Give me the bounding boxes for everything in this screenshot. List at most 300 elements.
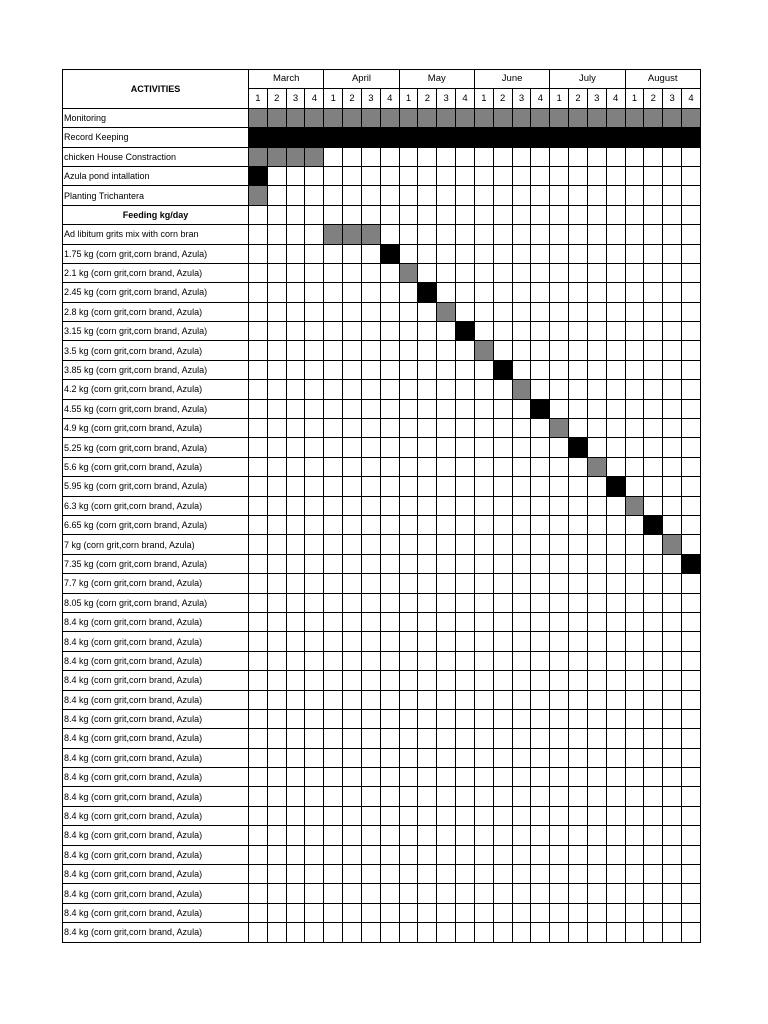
week-cell [474,166,493,185]
week-cell [286,535,305,554]
week-cell [324,574,343,593]
week-cell [456,612,475,631]
month-header-august: August [625,70,700,89]
week-cell [399,457,418,476]
scheduled-cell [456,108,475,127]
week-cell [569,399,588,418]
week-cell [361,419,380,438]
week-cell [474,612,493,631]
week-cell [569,923,588,942]
week-cell [474,225,493,244]
week-cell [512,612,531,631]
week-cell [267,496,286,515]
activity-row [63,865,701,884]
week-cell [474,787,493,806]
activity-row [63,632,701,651]
week-cell [682,244,701,263]
week-cell [399,419,418,438]
week-cell [474,147,493,166]
week-cell [456,554,475,573]
week-cell [437,225,456,244]
week-cell [569,302,588,321]
week-cell [625,438,644,457]
week-cell [361,554,380,573]
week-cell [493,457,512,476]
week-cell [512,244,531,263]
week-cell [380,535,399,554]
week-cell [324,826,343,845]
week-cell [587,806,606,825]
week-cell [663,166,682,185]
week-cell [324,651,343,670]
activity-label: Azula pond intallation [63,166,249,185]
week-cell [606,632,625,651]
week-cell [343,671,362,690]
activity-label: 3.15 kg (corn grit,corn brand, Azula) [63,322,249,341]
activity-label: 8.4 kg (corn grit,corn brand, Azula) [63,612,249,631]
week-cell [249,787,268,806]
week-cell [663,457,682,476]
week-cell [644,632,663,651]
scheduled-cell [361,225,380,244]
week-cell [531,322,550,341]
week-cell [625,244,644,263]
week-cell [644,166,663,185]
week-cell [343,612,362,631]
month-header-march: March [249,70,324,89]
week-cell [418,535,437,554]
activity-label: Monitoring [63,108,249,127]
week-cell [361,806,380,825]
week-cell [249,845,268,864]
week-cell [625,748,644,767]
week-number: 3 [361,89,380,108]
week-cell [343,845,362,864]
week-cell [587,651,606,670]
week-cell [550,399,569,418]
week-cell [249,612,268,631]
scheduled-cell [606,477,625,496]
week-cell [286,768,305,787]
scheduled-cell [380,244,399,263]
week-cell [682,515,701,534]
week-cell [663,341,682,360]
scheduled-cell [343,128,362,147]
week-cell [456,341,475,360]
week-cell [625,671,644,690]
week-cell [361,884,380,903]
week-cell [286,360,305,379]
week-cell [286,341,305,360]
week-cell [399,496,418,515]
week-cell [606,496,625,515]
week-cell [531,244,550,263]
activity-label: 8.4 kg (corn grit,corn brand, Azula) [63,884,249,903]
week-cell [267,166,286,185]
week-cell [267,748,286,767]
week-cell [644,748,663,767]
week-cell [418,787,437,806]
week-cell [249,263,268,282]
week-cell [682,768,701,787]
activity-label: Record Keeping [63,128,249,147]
week-cell [456,671,475,690]
week-cell [380,748,399,767]
week-cell [682,748,701,767]
week-cell [625,380,644,399]
week-cell [644,225,663,244]
week-cell [644,205,663,224]
week-cell [512,438,531,457]
scheduled-cell [644,128,663,147]
week-cell [644,322,663,341]
week-cell [625,574,644,593]
week-cell [587,186,606,205]
week-cell [625,535,644,554]
week-cell [569,574,588,593]
week-cell [569,651,588,670]
scheduled-cell [531,108,550,127]
week-cell [343,651,362,670]
week-cell [587,554,606,573]
week-cell [361,496,380,515]
week-cell [531,845,550,864]
section-label: Feeding kg/day [63,205,249,224]
week-cell [606,845,625,864]
scheduled-cell [249,166,268,185]
week-cell [606,438,625,457]
week-cell [474,884,493,903]
activity-row [63,768,701,787]
week-cell [456,186,475,205]
week-cell [644,419,663,438]
week-cell [550,360,569,379]
week-number: 2 [644,89,663,108]
week-cell [531,903,550,922]
week-cell [399,322,418,341]
week-cell [343,438,362,457]
week-cell [324,244,343,263]
week-cell [399,574,418,593]
week-cell [324,515,343,534]
week-cell [418,341,437,360]
week-cell [474,593,493,612]
week-cell [380,457,399,476]
scheduled-cell [399,108,418,127]
activity-label: 4.55 kg (corn grit,corn brand, Azula) [63,399,249,418]
week-cell [474,554,493,573]
week-cell [249,205,268,224]
week-cell [286,322,305,341]
week-cell [493,147,512,166]
week-cell [399,360,418,379]
week-cell [286,205,305,224]
week-cell [418,768,437,787]
activity-label: 3.85 kg (corn grit,corn brand, Azula) [63,360,249,379]
week-cell [663,729,682,748]
activity-row [63,535,701,554]
scheduled-cell [493,108,512,127]
activity-row [63,651,701,670]
week-cell [267,632,286,651]
week-cell [418,225,437,244]
week-cell [267,884,286,903]
month-header-april: April [324,70,399,89]
week-cell [286,225,305,244]
week-cell [663,671,682,690]
activity-row [63,593,701,612]
week-cell [380,322,399,341]
week-cell [587,263,606,282]
week-cell [343,574,362,593]
week-cell [380,865,399,884]
week-cell [644,884,663,903]
scheduled-cell [512,128,531,147]
week-cell [625,787,644,806]
activity-label: 8.4 kg (corn grit,corn brand, Azula) [63,651,249,670]
week-cell [606,205,625,224]
week-cell [361,515,380,534]
week-cell [361,186,380,205]
week-cell [305,399,324,418]
week-cell [399,477,418,496]
week-cell [399,554,418,573]
week-cell [380,574,399,593]
activity-row [63,166,701,185]
week-cell [569,341,588,360]
week-cell [606,283,625,302]
scheduled-cell [324,128,343,147]
week-cell [644,787,663,806]
week-cell [531,787,550,806]
week-cell [606,244,625,263]
week-cell [324,322,343,341]
week-cell [493,302,512,321]
week-cell [587,884,606,903]
week-cell [606,884,625,903]
week-cell [324,923,343,942]
activity-row [63,787,701,806]
week-cell [305,709,324,728]
week-cell [418,322,437,341]
week-cell [663,205,682,224]
scheduled-cell [682,554,701,573]
week-cell [286,186,305,205]
week-cell [606,535,625,554]
week-cell [493,884,512,903]
week-cell [249,496,268,515]
week-cell [531,632,550,651]
week-cell [437,380,456,399]
week-cell [644,477,663,496]
scheduled-cell [587,457,606,476]
scheduled-cell [399,263,418,282]
week-cell [512,225,531,244]
week-cell [249,806,268,825]
week-cell [550,632,569,651]
week-cell [361,205,380,224]
week-cell [343,515,362,534]
week-cell [305,205,324,224]
week-cell [399,884,418,903]
week-cell [512,826,531,845]
week-cell [606,263,625,282]
week-cell [456,768,475,787]
week-cell [569,244,588,263]
week-cell [531,671,550,690]
week-cell [267,923,286,942]
week-cell [380,671,399,690]
week-cell [512,535,531,554]
week-cell [399,593,418,612]
week-cell [569,186,588,205]
week-cell [324,903,343,922]
week-cell [625,612,644,631]
week-cell [493,438,512,457]
week-cell [625,186,644,205]
week-cell [456,147,475,166]
week-cell [343,787,362,806]
activity-label: 7 kg (corn grit,corn brand, Azula) [63,535,249,554]
week-cell [249,651,268,670]
week-cell [399,748,418,767]
week-cell [644,186,663,205]
week-cell [663,632,682,651]
week-cell [512,515,531,534]
week-cell [437,865,456,884]
week-cell [437,399,456,418]
week-number: 1 [474,89,493,108]
activity-label: 6.3 kg (corn grit,corn brand, Azula) [63,496,249,515]
week-cell [550,884,569,903]
week-cell [550,535,569,554]
week-cell [456,244,475,263]
scheduled-cell [249,147,268,166]
week-cell [550,166,569,185]
week-cell [437,574,456,593]
week-cell [305,457,324,476]
week-cell [249,380,268,399]
scheduled-cell [493,360,512,379]
week-cell [682,535,701,554]
week-cell [249,826,268,845]
week-cell [493,186,512,205]
week-cell [569,322,588,341]
week-cell [380,806,399,825]
activity-row [63,225,701,244]
week-cell [663,574,682,593]
week-cell [531,166,550,185]
week-cell [418,302,437,321]
week-cell [305,690,324,709]
week-cell [587,166,606,185]
week-number: 4 [682,89,701,108]
week-cell [361,826,380,845]
week-cell [437,709,456,728]
week-cell [361,923,380,942]
week-cell [305,322,324,341]
week-cell [343,147,362,166]
week-cell [474,380,493,399]
week-cell [531,302,550,321]
activity-row [63,360,701,379]
week-cell [399,903,418,922]
week-cell [380,593,399,612]
week-cell [249,923,268,942]
week-cell [324,865,343,884]
week-cell [437,651,456,670]
week-cell [249,729,268,748]
activity-row [63,399,701,418]
week-cell [249,457,268,476]
week-cell [682,302,701,321]
week-cell [493,748,512,767]
week-cell [418,806,437,825]
week-cell [437,244,456,263]
week-cell [550,748,569,767]
week-cell [587,826,606,845]
week-number: 4 [380,89,399,108]
week-cell [305,283,324,302]
activity-label: 8.05 kg (corn grit,corn brand, Azula) [63,593,249,612]
week-cell [550,457,569,476]
week-cell [361,380,380,399]
week-cell [587,496,606,515]
week-cell [380,147,399,166]
week-cell [324,535,343,554]
week-cell [399,535,418,554]
week-cell [531,826,550,845]
week-cell [550,651,569,670]
week-cell [644,593,663,612]
week-cell [249,535,268,554]
week-cell [644,865,663,884]
week-cell [682,419,701,438]
week-cell [380,380,399,399]
week-cell [324,709,343,728]
week-cell [625,845,644,864]
week-cell [531,865,550,884]
week-cell [531,419,550,438]
activity-label: 8.4 kg (corn grit,corn brand, Azula) [63,768,249,787]
week-cell [493,515,512,534]
week-cell [380,341,399,360]
activity-label: 7.35 kg (corn grit,corn brand, Azula) [63,554,249,573]
week-cell [380,651,399,670]
week-cell [512,419,531,438]
week-cell [531,593,550,612]
week-cell [343,283,362,302]
week-cell [493,826,512,845]
week-cell [625,884,644,903]
week-cell [606,787,625,806]
week-cell [249,690,268,709]
week-number: 1 [249,89,268,108]
week-cell [418,438,437,457]
week-cell [512,166,531,185]
week-cell [343,826,362,845]
week-cell [587,690,606,709]
week-cell [361,632,380,651]
week-cell [267,903,286,922]
week-cell [343,748,362,767]
week-cell [625,709,644,728]
week-cell [267,554,286,573]
week-cell [324,612,343,631]
week-cell [512,399,531,418]
week-cell [343,205,362,224]
week-cell [587,147,606,166]
